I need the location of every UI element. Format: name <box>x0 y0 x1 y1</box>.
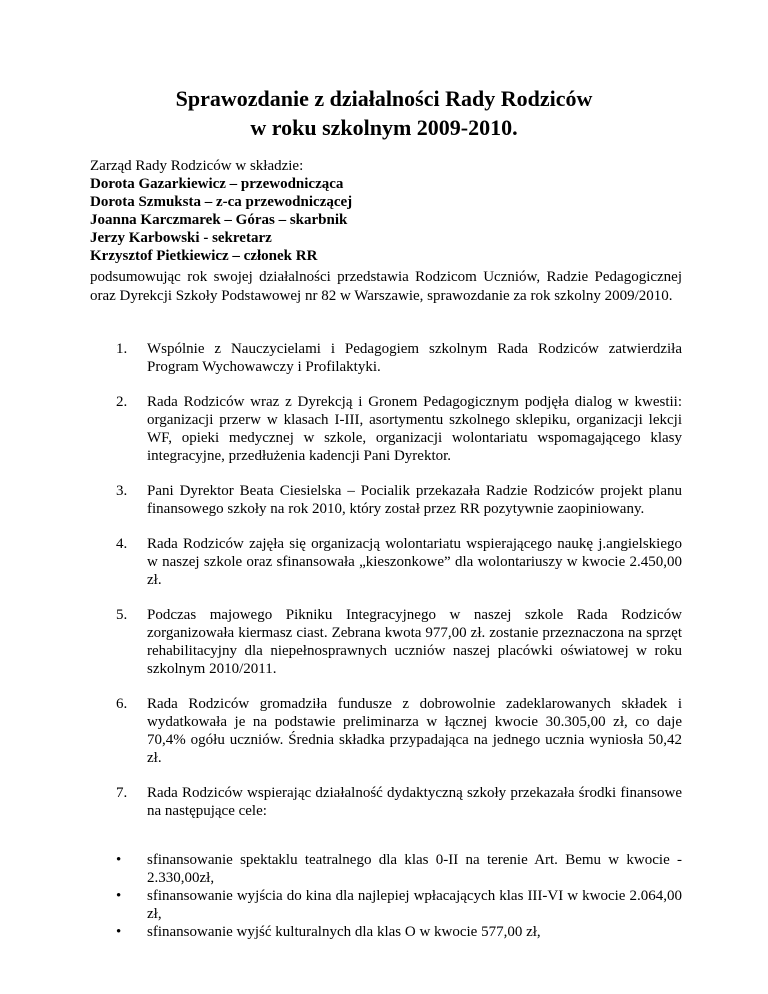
board-member: Krzysztof Pietkiewicz – członek RR <box>90 248 318 264</box>
bullet-item <box>116 851 682 887</box>
list-item-text: Podczas majowego Pikniku Integracyjnego w naszej szkole Rada Rodziców zorganizowała kiermasz ciast. Zebrana kwota 977,00 zł. zostanie przeznaczona na sprzęt rehabilitacyjny dla niepełnosprawnych uczniów naszej placówki oświatowej w roku szkolnym 2010/2011. <box>147 607 682 677</box>
bullet-item-text: sfinansowanie wyjść kulturalnych dla klas O w kwocie 577,00 zł, <box>147 924 541 940</box>
list-item <box>116 482 682 518</box>
board-composition <box>90 157 690 265</box>
list-item <box>116 340 682 376</box>
list-item-text: Wspólnie z Nauczycielami i Pedagogiem szkolnym Rada Rodziców zatwierdziła Program Wychowawczy i Profilaktyki. <box>147 341 682 375</box>
list-item-number: 5. <box>116 607 128 623</box>
list-item-number: 6. <box>116 696 128 712</box>
list-item <box>116 535 682 589</box>
list-item-text: Rada Rodziców gromadziła fundusze z dobrowolnie zadeklarowanych składek i wydatkowała je na podstawie preliminarza w łącznej kwocie 30.305,00 zł, co daje 70,4% ogółu uczniów. Średnia składka przypadająca na jednego ucznia wyniosła 50,42 zł. <box>147 696 682 766</box>
list-item-number: 7. <box>116 785 128 801</box>
bullet-icon: • <box>116 852 122 868</box>
list-item-text: Rada Rodziców wspierając działalność dydaktyczną szkoły przekazała środki finansowe na następujące cele: <box>147 785 682 819</box>
bullet-item-text: sfinansowanie wyjścia do kina dla najlepiej wpłacających klas III-VI w kwocie 2.064,00 zł, <box>147 888 682 922</box>
board-member: Dorota Szmuksta – z-ca przewodniczącej <box>90 194 353 210</box>
list-item-text: Pani Dyrektor Beata Ciesielska – Pocialik przekazała Radzie Rodziców projekt planu finansowego szkoły na rok 2010, który został przez RR pozytywnie zaopiniowany. <box>147 483 682 517</box>
intro-paragraph: podsumowując rok swojej działalności przedstawia Rodzicom Uczniów, Radzie Pedagogicznej oraz Dyrekcji Szkoły Podstawowej nr 82 w Warszawie, sprawozdanie za rok szkolny 2009/2010. <box>90 269 682 304</box>
list-item-number: 2. <box>116 394 128 410</box>
list-item <box>116 784 682 820</box>
page-title <box>0 84 768 142</box>
list-item-text: Rada Rodziców wraz z Dyrekcją i Gronem Pedagogicznym podjęła dialog w kwestii: organizacji przerw w klasach I-III, asortymentu szkolnego sklepiku, organizacji lekcji WF, opieki medycznej w szkole, organizacji wolontariatu wspomagającego klasy integracyjne, przedłużenia kadencji Pani Dyrektor. <box>147 394 682 464</box>
list-item-number: 4. <box>116 536 128 552</box>
bullet-item-text: sfinansowanie spektaklu teatralnego dla klas 0-II na terenie Art. Bemu w kwocie - 2.330,00zł, <box>147 852 682 886</box>
bullet-item <box>116 923 682 941</box>
board-member: Dorota Gazarkiewicz – przewodnicząca <box>90 176 344 192</box>
bullet-icon: • <box>116 924 122 940</box>
list-item <box>116 393 682 465</box>
board-member: Jerzy Karbowski - sekretarz <box>90 230 272 246</box>
bullet-item <box>116 887 682 923</box>
numbered-list <box>116 340 682 820</box>
bullet-list <box>116 851 682 941</box>
list-item <box>116 606 682 678</box>
list-item-number: 1. <box>116 341 128 357</box>
list-item-text: Rada Rodziców zajęła się organizacją wolontariatu wspierającego naukę j.angielskiego w naszej szkole oraz sfinansowała „kieszonkowe” dla wolontariuszy w kwocie 2.450,00 zł. <box>147 536 682 588</box>
list-item <box>116 695 682 767</box>
board-member: Joanna Karczmarek – Góras – skarbnik <box>90 212 348 228</box>
list-item-number: 3. <box>116 483 128 499</box>
title-line-2: w roku szkolnym 2009-2010. <box>250 115 518 140</box>
board-heading: Zarząd Rady Rodziców w składzie: <box>90 158 304 174</box>
bullet-icon: • <box>116 888 122 904</box>
title-line-1: Sprawozdanie z działalności Rady Rodziców <box>175 86 593 111</box>
